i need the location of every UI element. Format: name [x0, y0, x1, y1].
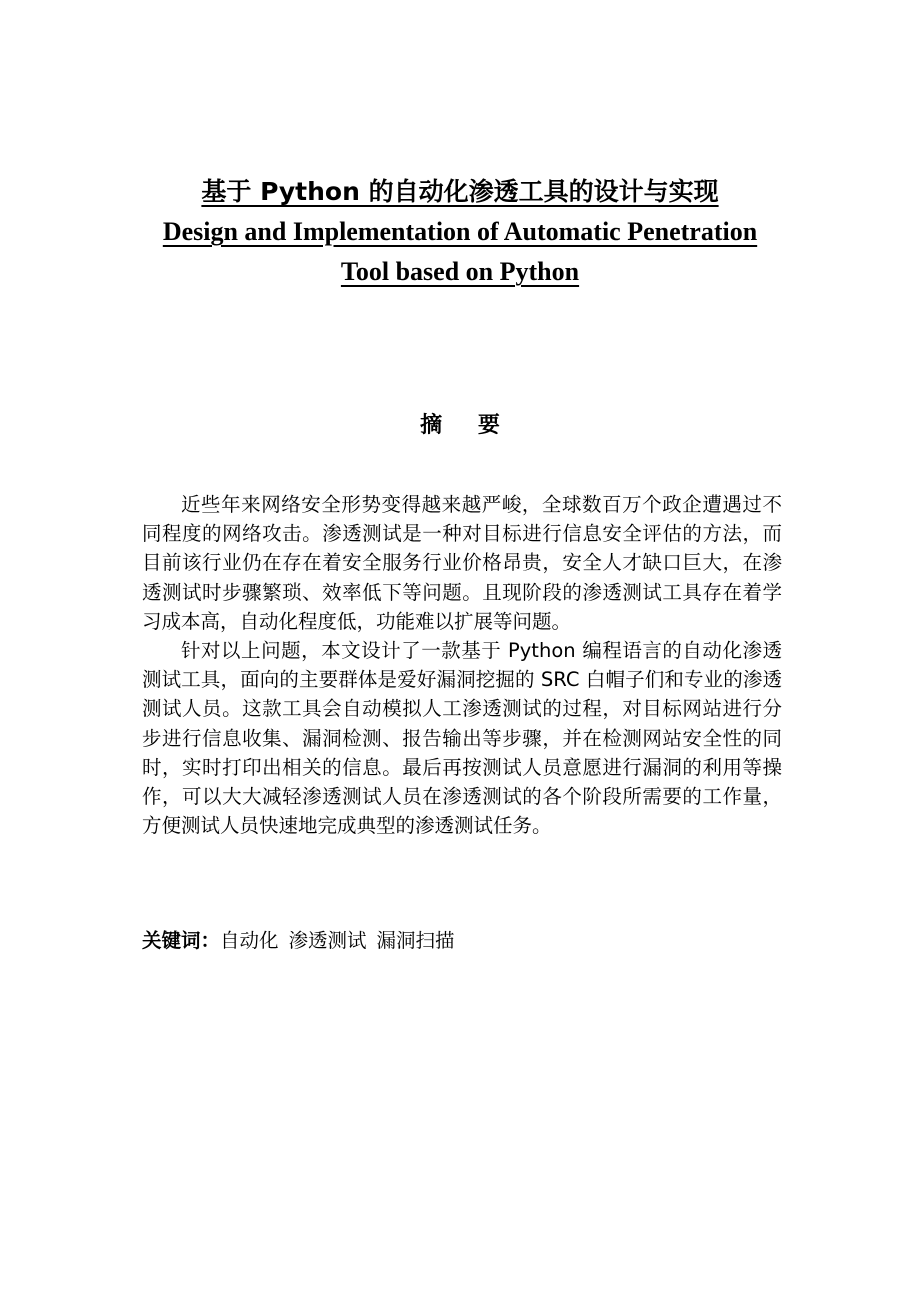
- keywords-line: [142, 926, 782, 955]
- keywords-label: 关键词：: [142, 929, 221, 952]
- english-title-line-2: Tool based on Python: [340, 257, 580, 286]
- abstract-paragraph-1: 近些年来网络安全形势变得越来越严峻，全球数百万个政企遭遇过不同程度的网络攻击。渗透测试是一种对目标进行信息安全评估的方法，而目前该行业仍在存在着安全服务行业价格昂贵，安全人才缺口巨大，在渗透测试时步骤繁琐、效率低下等问题。且现阶段的渗透测试工具存在着学习成本高，自动化程度低，功能难以扩展等问题。: [142, 493, 782, 633]
- abstract-heading: 摘 要: [420, 413, 514, 438]
- abstract-paragraph-2: 针对以上问题，本文设计了一款基于 Python 编程语言的自动化渗透测试工具，面向的主要群体是爱好漏洞挖掘的 SRC 白帽子们和专业的渗透测试人员。这款工具会自动模拟人工渗透测试的过程，对目标网站进行分步进行信息收集、漏洞检测、报告输出等步骤，并在检测网站安全性的同时，实时打印出相关的信息。最后再按测试人员意愿进行漏洞的利用等操作，可以大大减轻渗透测试人员在渗透测试的各个阶段所需要的工作量，方便测试人员快速地完成典型的渗透测试任务。: [142, 639, 782, 838]
- abstract-body: [142, 490, 782, 840]
- keyword-item: 渗透测试: [288, 929, 367, 952]
- keyword-item: 自动化: [220, 929, 279, 952]
- title-block: [100, 172, 820, 292]
- english-title-line-1: Design and Implementation of Automatic Penetration: [162, 217, 758, 246]
- keyword-item: 漏洞扫描: [376, 929, 455, 952]
- chinese-title: 基于 Python 的自动化渗透工具的设计与实现: [201, 177, 719, 206]
